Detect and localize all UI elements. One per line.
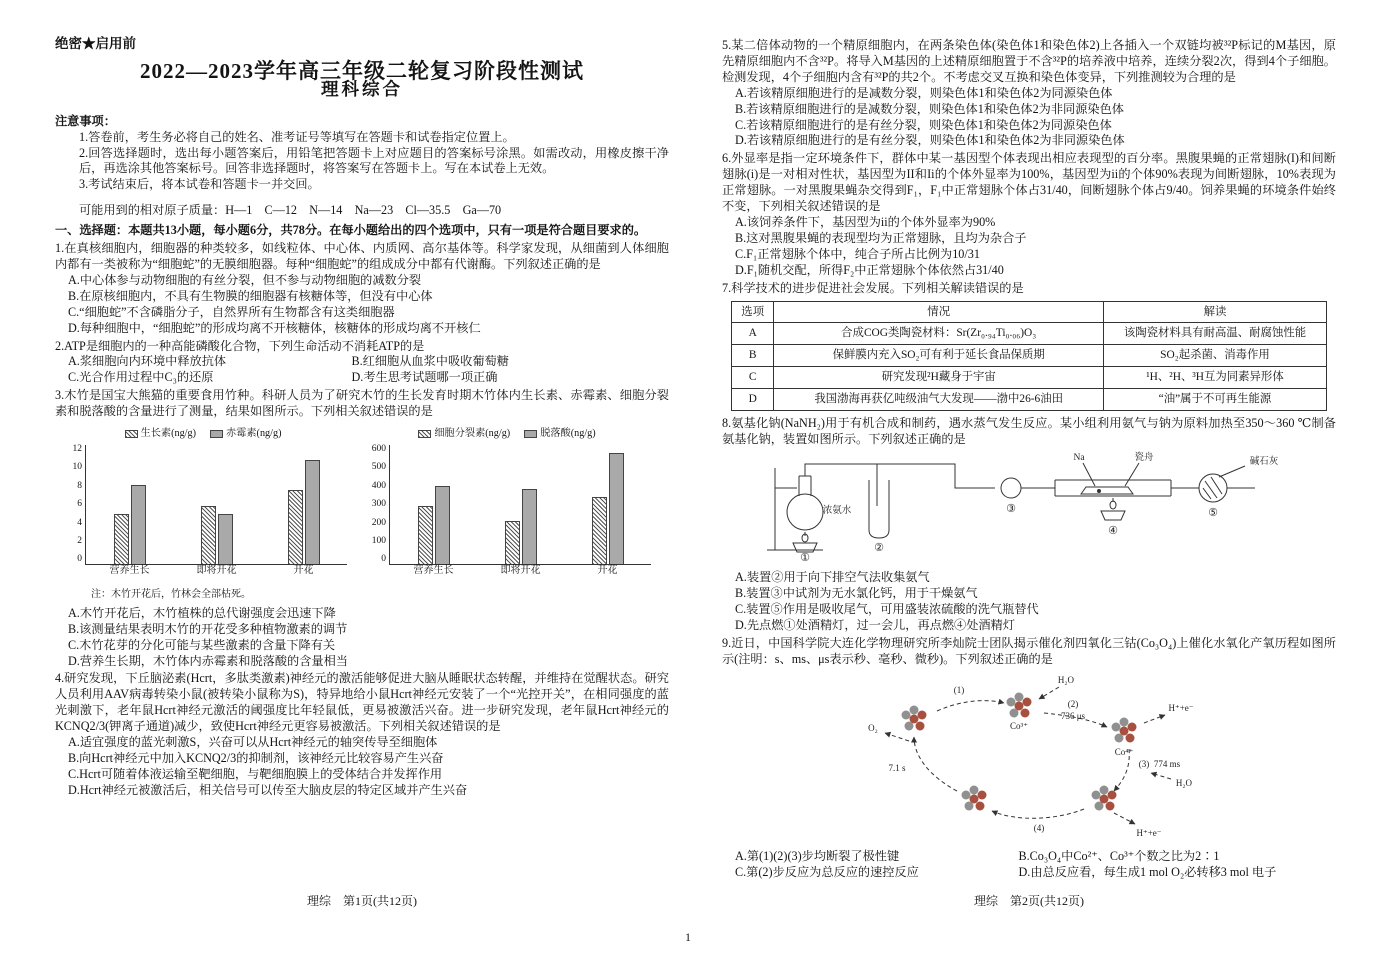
bar <box>201 506 216 564</box>
bar <box>435 486 450 564</box>
question-8-option-c: C.装置⑤作用是吸收尾气，可用盛装浓硫酸的洗气瓶替代 <box>735 602 1039 617</box>
question-3-option-c: C.木竹花芽的分化可能与某些激素的含量下降有关 <box>68 637 336 652</box>
question-5-option-c: C.若该精原细胞进行的是有丝分裂，则染色体1和染色体2为同源染色体 <box>735 117 1112 132</box>
question-1-option-a: A.中心体参与动物细胞的有丝分裂，但不参与动物细胞的减数分裂 <box>68 272 422 287</box>
bar <box>131 485 146 564</box>
legend-swatch <box>210 430 223 438</box>
section-1-heading: 一、选择题：本题共13小题，每小题6分，共78分。在每小题给出的四个选项中，只有一项是符合题目要求的。 <box>55 223 647 238</box>
question-9-option-a: A.第(1)(2)(3)步均断裂了极性键 <box>735 848 900 863</box>
page-1-footer: 理综 第1页(共12页) <box>307 894 417 908</box>
category-label: 开花 <box>597 565 618 577</box>
question-9-stem: 9.近日，中国科学院大连化学物理研究所李灿院士团队揭示催化剂四氧化三钴(Co₃O₄)上催化水氧化产氧历程如图所示(注明：s、ms、μs表示秒、毫秒、微秒)。下列叙述正确的是 <box>722 635 1336 666</box>
exam-title: 2022—2023学年高三年级二轮复习阶段性测试 <box>140 58 584 83</box>
question-6-option-a: A.该饲养条件下，基因型为ii的个体外显率为90% <box>735 214 996 229</box>
question-6-option-d: D.F₁随机交配，所得F₂中正常翅脉个体依然占31/40 <box>735 262 1004 277</box>
question-1-option-b: B.在原核细胞内，不具有生物膜的细胞器有核糖体等，但没有中心体 <box>68 288 433 303</box>
q7-cell: 保鲜膜内充入SO₂可有利于延长食品保质期 <box>774 345 1104 367</box>
question-2-option-b: B.红细胞从血浆中吸收葡萄糖 <box>351 354 509 369</box>
question-1 <box>55 241 669 336</box>
q8-circle-4: ④ <box>1108 525 1118 538</box>
q9-label-step1: (1) <box>953 684 965 695</box>
chart-2-plot <box>389 445 651 577</box>
question-1-option-d: D.每种细胞中，“细胞蛇”的形成均离不开核糖体，核糖体的形成均离不开核仁 <box>68 320 481 335</box>
q7-cell: 该陶瓷材料具有耐高温、耐腐蚀性能 <box>1104 323 1327 345</box>
q9-label-h2o-right: H₂O <box>1175 777 1193 788</box>
q7-cell: SO₂起杀菌、消毒作用 <box>1104 345 1327 367</box>
question-9-option-d: D.由总反应看，每生成1 mol O₂必转移3 mol 电子 <box>1018 864 1277 879</box>
notice-heading: 注意事项： <box>55 113 116 128</box>
q7-cell: 我国渤海再获亿吨级油气大发现——渤中26-6油田 <box>774 388 1104 410</box>
question-9-option-c: C.第(2)步反应为总反应的速控反应 <box>735 864 919 879</box>
chart-1-legend <box>59 426 347 442</box>
legend-item: 脱落酸(ng/g) <box>524 426 595 442</box>
q7-cell: 合成COG类陶瓷材料：Sr(Zr₀.₉₄Ti₀.₀₆)O₃ <box>774 323 1104 345</box>
q9-label-co3: Co³⁺ <box>1010 720 1028 731</box>
question-3-option-b: B.该测量结果表明木竹的开花受多种植物激素的调节 <box>68 621 348 636</box>
legend-swatch <box>524 430 537 438</box>
question-2-option-a: A.浆细胞向内环境中释放抗体 <box>68 354 227 369</box>
bar <box>218 514 233 564</box>
bar <box>522 489 537 564</box>
legend-item: 生长素(ng/g) <box>125 426 196 442</box>
question-5-option-b: B.若该精原细胞进行的是减数分裂，则染色体1和染色体2为非同源染色体 <box>735 101 1124 116</box>
question-9 <box>722 636 1336 881</box>
q9-label-hplus-bottom: H⁺+e⁻ <box>1136 827 1162 838</box>
bar <box>305 460 320 564</box>
q9-label-co4: Co⁴⁺ <box>1114 746 1134 757</box>
bar-group <box>287 445 321 577</box>
question-2-option-d: D.考生思考试题哪一项正确 <box>351 370 498 385</box>
page-2 <box>722 36 1336 881</box>
y-tick-label: 10 <box>72 462 82 473</box>
y-tick-label: 600 <box>371 443 386 454</box>
q8-label-na: Na <box>1073 453 1085 464</box>
q7-cell: 情况 <box>774 301 1104 323</box>
question-3-stem: 3.木竹是国宝大熊猫的重要食用竹种。科研人员为了研究木竹的生长发育时期木竹体内生长素、赤霉素、细胞分裂素和脱落酸的含量进行了测量，结果如图所示。下列相关叙述错误的是 <box>55 388 669 419</box>
question-7-stem: 7.科学技术的进步促进社会发展。下列相关解读错误的是 <box>722 280 1024 295</box>
notice-item-1: 1.答卷前，考生务必将自己的姓名、准考证号等填写在答题卡和试卷指定位置上。 <box>79 129 515 144</box>
notice-item-3: 3.考试结束后，将本试卷和答题卡一并交回。 <box>79 177 320 192</box>
question-5-option-a: A.若该精原细胞进行的是减数分裂，则染色体1和染色体2为同源染色体 <box>735 85 1113 100</box>
question-2 <box>55 339 669 387</box>
bar <box>114 514 129 564</box>
question-6-stem: 6.外显率是指一定环境条件下，群体中某一基因型个体表现出相应表现型的百分率。黑腹果蝇的正常翅脉(I)和间断翅脉(i)是一对相对性状，基因型为II和Ii的个体外显率为100%，基因型为ii的个体90%表现为间断翅脉，10%表现为正常翅脉。一对黑腹果蝇杂交得到F₁，F₁中正常翅脉个体占31/40，间断翅脉个体占9/40。饲养果蝇的环境条件始终不变，下列相关叙述错误的是 <box>722 151 1336 214</box>
q8-label-boat: 瓷舟 <box>1134 453 1154 464</box>
question-3 <box>55 388 669 669</box>
notice-item-2: 2.回答选择题时，选出每小题答案后，用铅笔把答题卡上对应题目的答案标号涂黑。如需改动，用橡皮擦干净后，再选涂其他答案标号。回答非选择题时，将答案写在答题卡上。写在本试卷上无效。 <box>79 145 669 176</box>
q9-label-hplus-right: H⁺+e⁻ <box>1168 702 1194 713</box>
bar-group <box>413 445 454 577</box>
category-label: 开花 <box>293 565 314 577</box>
q8-circle-2: ② <box>874 542 884 555</box>
question-3-charts <box>59 426 669 577</box>
question-4-option-b: B.向Hcrt神经元中加入KCNQ2/3的抑制剂，该神经元比较容易产生兴奋 <box>68 751 444 765</box>
question-8-option-a: A.装置②用于向下排空气法收集氨气 <box>735 570 930 585</box>
legend-swatch <box>418 430 431 438</box>
question-3-option-d: D.营养生长期，木竹体内赤霉素和脱落酸的含量相当 <box>68 653 348 668</box>
question-6 <box>722 151 1336 278</box>
q9-figure-wrap <box>722 671 1336 846</box>
y-tick-label: 2 <box>77 535 82 546</box>
chart-2-y-axis <box>363 445 389 565</box>
question-9-option-b: B.Co₃O₄中Co²⁺、Co³⁺个数之比为2∶1 <box>1018 848 1220 863</box>
chart-1-plot <box>85 445 347 577</box>
category-label: 营养生长 <box>413 565 454 577</box>
chart-2-legend <box>363 426 651 442</box>
atomic-mass-line: 可能用到的相对原子质量：H—1 C—12 N—14 Na—23 Cl—35.5 Ga—70 <box>79 203 502 218</box>
q9-label-time2: 736 μs <box>1060 710 1086 721</box>
bar <box>418 506 433 564</box>
q9-label-time3: 774 ms <box>1153 758 1181 769</box>
q8-figure-wrap <box>722 450 1336 567</box>
y-tick-label: 400 <box>371 480 386 491</box>
sheet-page-number: 1 <box>685 930 691 944</box>
q7-cell: 研究发现²H藏身于宇宙 <box>774 366 1104 388</box>
question-2-stem: 2.ATP是细胞内的一种高能磷酸化合物，下列生命活动不消耗ATP的是 <box>55 338 425 353</box>
y-tick-label: 500 <box>371 462 386 473</box>
chart-1-y-axis <box>59 445 85 565</box>
hormone-chart-1 <box>59 426 347 577</box>
y-tick-label: 0 <box>77 554 82 565</box>
q8-circle-3: ③ <box>1006 503 1016 516</box>
question-1-stem: 1.在真核细胞内，细胞器的种类较多，如线粒体、中心体、内质网、高尔基体等。科学家发现，从细菌到人体细胞内都有一类被称为“细胞蛇”的无膜细胞器。每种“细胞蛇”的组成成分中都有代谢酶。下列叙述正确的是 <box>55 241 669 271</box>
question-8-option-d: D.先点燃①处酒精灯，过一会儿，再点燃④处酒精灯 <box>735 618 1015 633</box>
q7-cell: ¹H、²H、³H互为同素异形体 <box>1104 366 1327 388</box>
y-tick-label: 100 <box>371 535 386 546</box>
q7-cell: 选项 <box>732 301 774 323</box>
question-4-option-a: A.适宜强度的蓝光刺激S，兴奋可以从Hcrt神经元的轴突传导至细胞体 <box>68 735 438 750</box>
q9-label-time4: 7.1 s <box>888 762 906 773</box>
secrecy-label: 绝密★启用前 <box>55 36 136 51</box>
question-3-option-a: A.木竹开花后，木竹植株的总代谢强度会迅速下降 <box>68 605 336 620</box>
y-tick-label: 12 <box>72 443 82 454</box>
category-label: 营养生长 <box>109 565 150 577</box>
bar-group <box>109 445 150 577</box>
q7-cell: 解读 <box>1104 301 1327 323</box>
legend-swatch <box>125 430 138 438</box>
q9-label-o2: O₂ <box>868 722 878 733</box>
y-tick-label: 0 <box>381 554 386 565</box>
q9-label-step4: (4) <box>1033 822 1045 833</box>
question-6-option-c: C.F₁正常翅脉个体中，纯合子所占比例为10/31 <box>735 246 980 261</box>
bar-group <box>591 445 625 577</box>
q7-cell: B <box>732 345 774 367</box>
y-tick-label: 8 <box>77 480 82 491</box>
question-4-stem: 4.研究发现，下丘脑泌素(Hcrt，多肽类激素)神经元的激活能够促进大脑从睡眠状态转醒，并维持在觉醒状态。研究人员利用AAV病毒转染小鼠(被转染小鼠称为S)，特异地给小鼠Hcrt神经元安装了一个“光控开关”，在相同强度的蓝光刺激下，老年鼠Hcrt神经元激活的阈强度比年轻鼠低，更易被激活兴奋。进一步研究发现，老年鼠Hcrt神经元的KCNQ2/3(钾离子通道)减少，致使Hcrt神经元更容易被激活。下列相关叙述错误的是 <box>55 671 669 734</box>
bar-group <box>196 445 237 577</box>
question-8-stem: 8.氨基化钠(NaNH₂)用于有机合成和制药，遇水蒸气发生反应。某小组利用氨气与钠为原料加热至350～360 ℃制备氨基化钠，装置如图所示。下列叙述正确的是 <box>722 415 1336 446</box>
hormone-chart-2 <box>363 426 651 577</box>
question-6-option-b: B.这对黑腹果蝇的表现型均为正常翅脉，且均为杂合子 <box>735 230 1027 245</box>
bar <box>609 453 624 564</box>
question-5 <box>722 38 1336 149</box>
q7-cell: A <box>732 323 774 345</box>
q8-circle-5: ⑤ <box>1208 507 1218 520</box>
legend-item: 细胞分裂素(ng/g) <box>418 426 510 442</box>
q7-cell: D <box>732 388 774 410</box>
bar-group <box>500 445 541 577</box>
page-1 <box>55 36 669 799</box>
question-2-option-c: C.光合作用过程中C₃的还原 <box>68 370 214 385</box>
q9-mechanism-figure <box>859 671 1199 841</box>
question-5-stem: 5.某二倍体动物的一个精原细胞内，在两条染色体(染色体1和染色体2)上各插入一个双链均被³²P标记的M基因，原先精原细胞内不含³²P。将导入M基因的上述精原细胞置于不含³²P的培养液中培养，连续分裂2次，得到4个子细胞。检测发现，4个子细胞内含有³²P的共2个。不考虑交叉互换和染色体变异，下列推测较为合理的是 <box>722 38 1336 84</box>
category-label: 即将开花 <box>196 565 237 577</box>
y-tick-label: 300 <box>371 499 386 510</box>
y-tick-label: 6 <box>77 499 82 510</box>
exam-subject: 理科综合 <box>321 78 403 99</box>
page-2-footer: 理综 第2页(共12页) <box>974 894 1084 908</box>
question-4-option-c: C.Hcrt可随着体液运输至靶细胞，与靶细胞膜上的受体结合并发挥作用 <box>68 766 443 781</box>
q8-circle-1: ① <box>800 552 810 563</box>
question-1-option-c: C.“细胞蛇”不含磷脂分子，自然界所有生物都含有这类细胞器 <box>68 304 395 319</box>
bar <box>592 497 607 564</box>
q7-table <box>731 301 1327 411</box>
q7-cell: “油”属于不可再生能源 <box>1104 388 1327 410</box>
y-tick-label: 200 <box>371 517 386 528</box>
q9-label-h2o-top: H₂O <box>1057 674 1075 685</box>
question-4 <box>55 671 669 798</box>
q8-label-sodalime: 碱石灰 <box>1249 457 1279 468</box>
q8-apparatus-figure <box>759 450 1299 562</box>
y-tick-label: 4 <box>77 517 82 528</box>
category-label: 即将开花 <box>500 565 541 577</box>
question-4-option-d: D.Hcrt神经元被激活后，相关信号可以传至大脑皮层的特定区域并产生兴奋 <box>68 782 468 797</box>
legend-item: 赤霉素(ng/g) <box>210 426 281 442</box>
q9-label-step3: (3) <box>1138 758 1150 769</box>
chart-footnote: 注：木竹开花后，竹林会全部枯死。 <box>91 588 251 600</box>
q7-cell: C <box>732 366 774 388</box>
bar <box>288 490 303 564</box>
q8-label-reagent: 浓氨水 <box>822 506 852 517</box>
q9-label-step2: (2) <box>1067 698 1079 709</box>
question-8-option-b: B.装置③中试剂为无水氯化钙，用于干燥氨气 <box>735 586 978 601</box>
question-7 <box>722 281 1336 411</box>
question-5-option-d: D.若该精原细胞进行的是有丝分裂，则染色体1和染色体2为非同源染色体 <box>735 133 1125 148</box>
bar <box>505 521 520 564</box>
question-8 <box>722 416 1336 634</box>
